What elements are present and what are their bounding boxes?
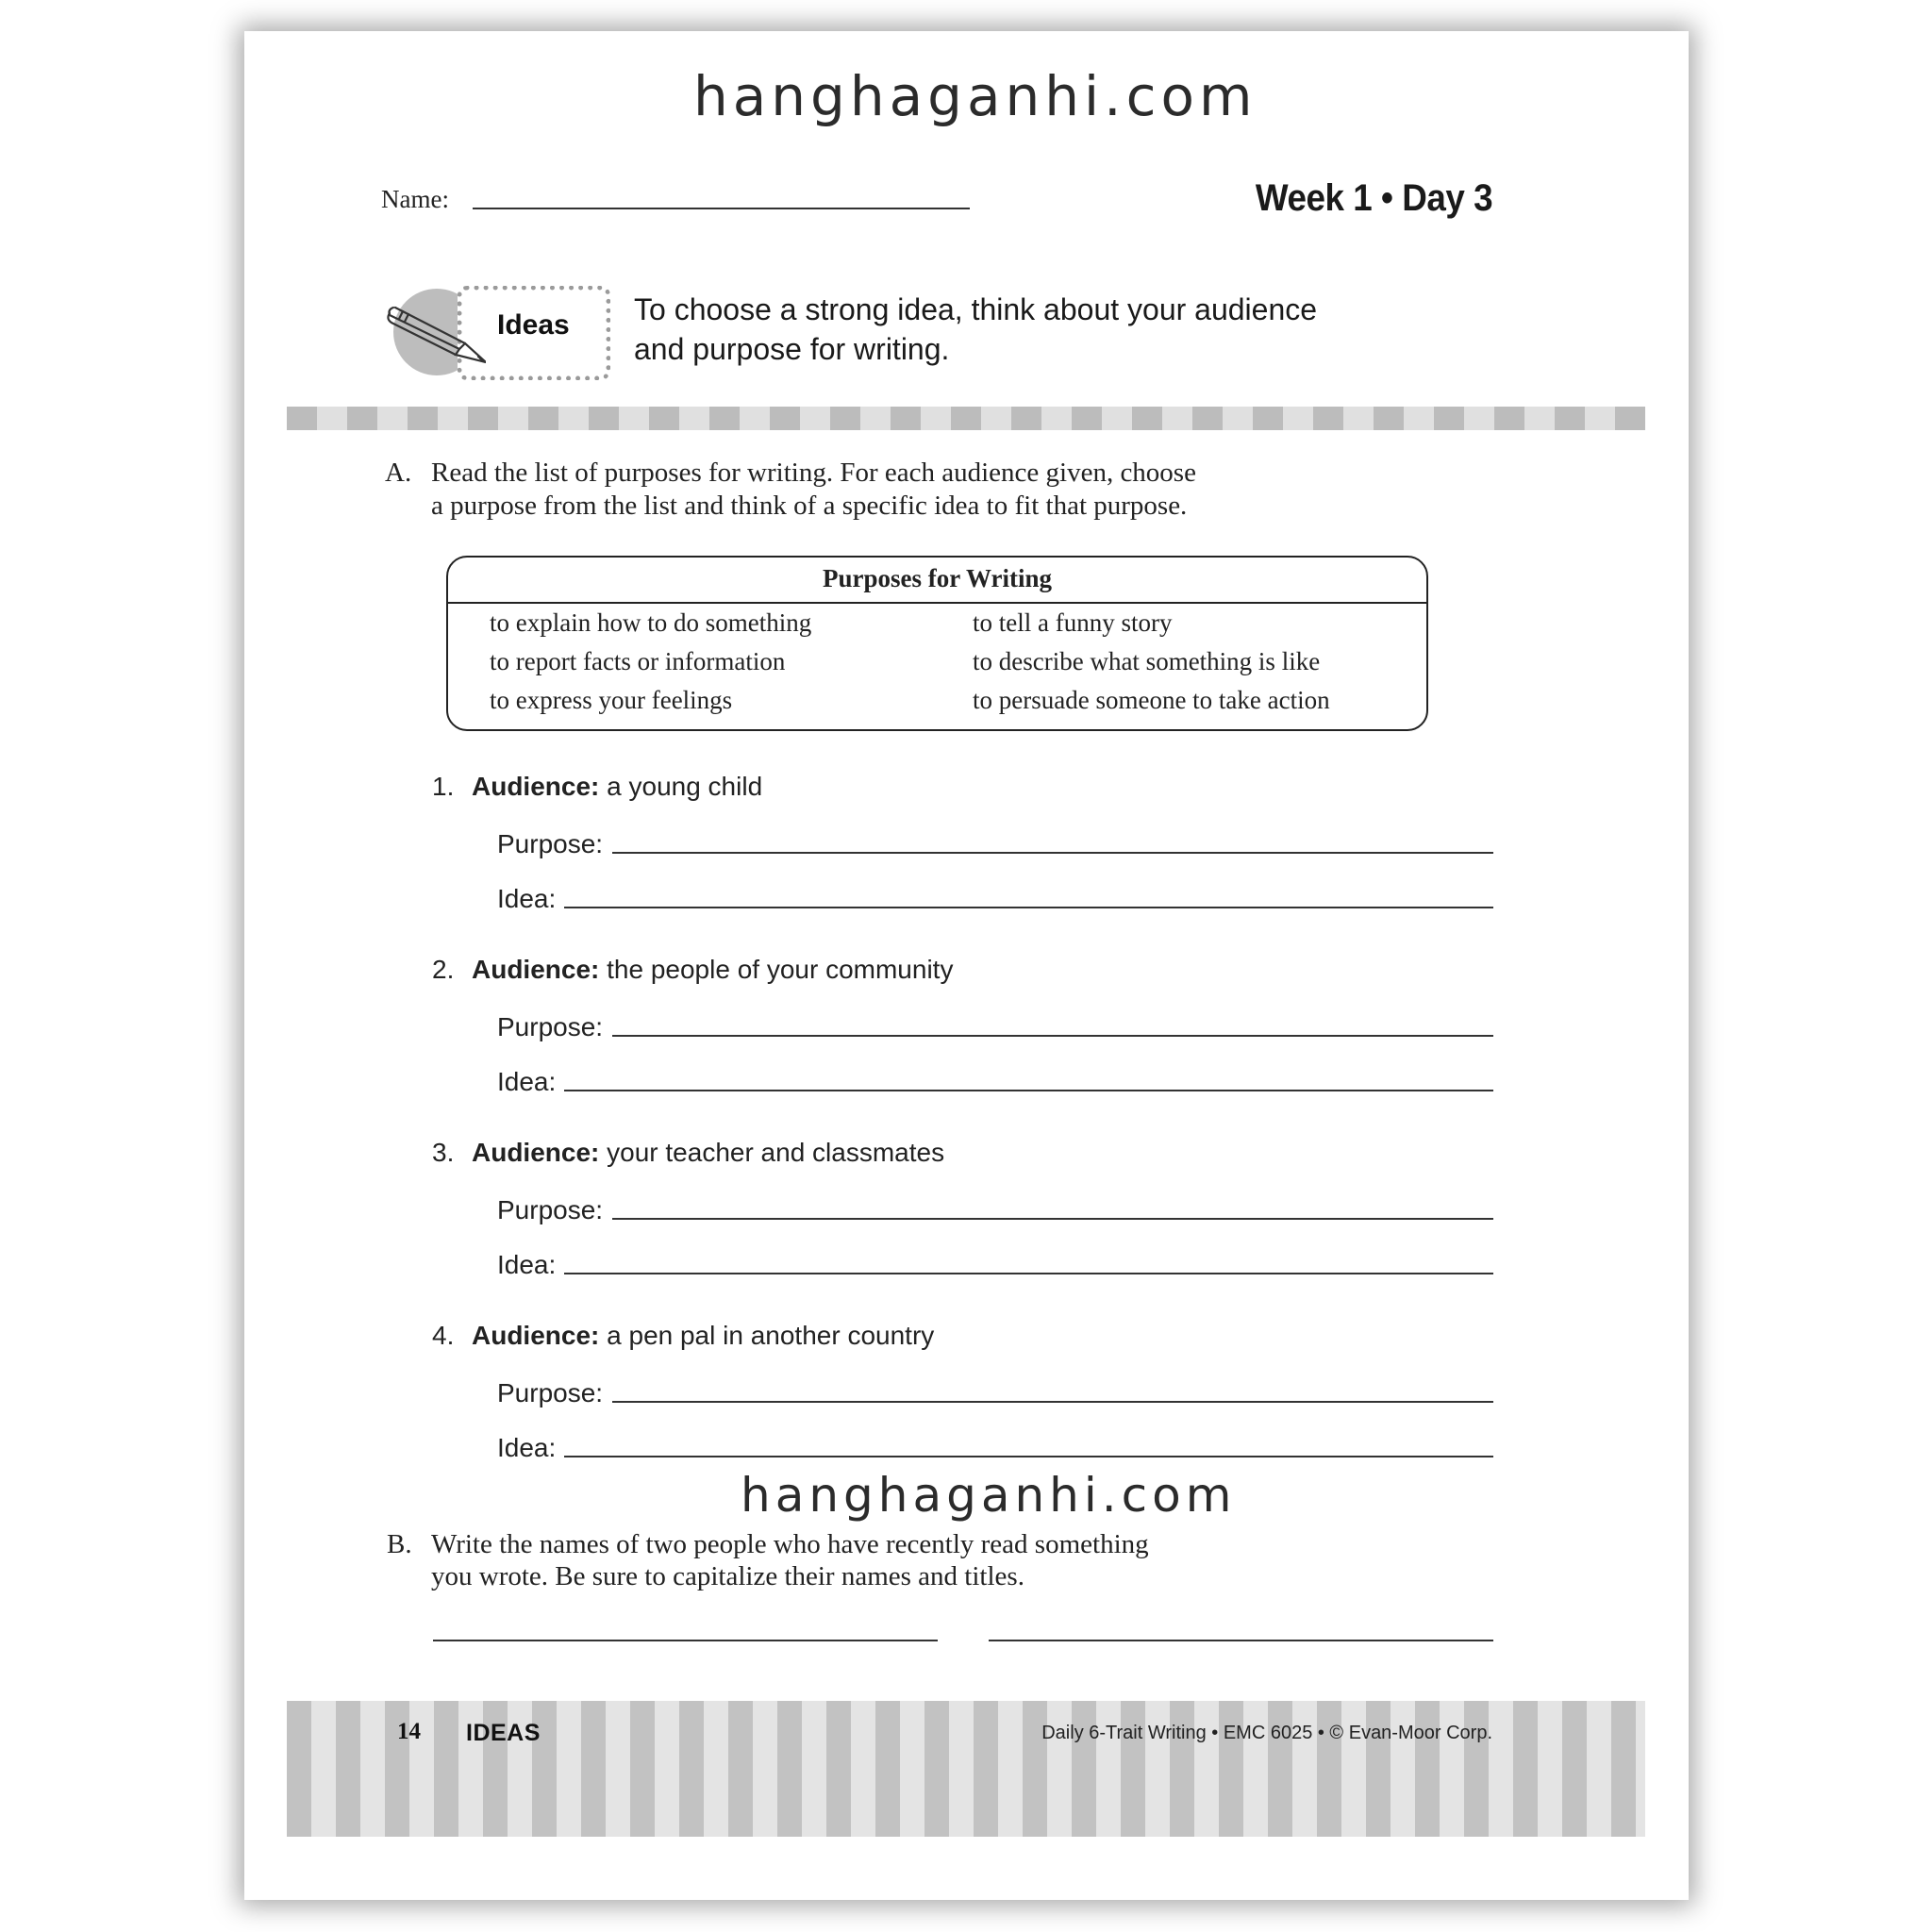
section-b-line-1: Write the names of two people who have recently read something xyxy=(431,1529,1149,1559)
purposes-title: Purposes for Writing xyxy=(448,558,1426,604)
ideas-badge xyxy=(382,281,608,379)
section-a-line-2: a purpose from the list and think of a specific idea to fit that purpose. xyxy=(431,491,1188,521)
section-b-letter: B. xyxy=(387,1529,412,1559)
item-number: 2. xyxy=(432,955,455,984)
purposes-box xyxy=(446,556,1428,731)
idea-label: Idea: xyxy=(497,1067,557,1096)
idea-label: Idea: xyxy=(497,1250,557,1279)
trait-tip-line-1: To choose a strong idea, think about your audience xyxy=(634,292,1318,326)
audience-value: your teacher and classmates xyxy=(607,1138,945,1167)
idea-answer-line[interactable] xyxy=(564,1090,1493,1091)
purpose-answer-line[interactable] xyxy=(612,852,1493,854)
name-label: Name: xyxy=(381,185,449,213)
purpose-label: Purpose: xyxy=(497,1012,604,1041)
section-b-line-2: you wrote. Be sure to capitalize their names and titles. xyxy=(431,1561,1024,1591)
purpose-label: Purpose: xyxy=(497,1378,604,1407)
trait-tip xyxy=(634,290,1317,369)
idea-answer-line[interactable] xyxy=(564,1456,1493,1457)
idea-answer-line[interactable] xyxy=(564,1273,1493,1274)
purpose-item: to report facts or information xyxy=(490,647,786,675)
audience-label: Audience: xyxy=(472,955,600,984)
section-a-line-1: Read the list of purposes for writing. For each audience given, choose xyxy=(431,458,1196,488)
idea-label: Idea: xyxy=(497,884,557,913)
purpose-answer-line[interactable] xyxy=(612,1035,1493,1037)
purpose-item: to express your feelings xyxy=(490,686,733,714)
watermark-middle: hanghaganhi.com xyxy=(741,1468,1237,1523)
week-day-heading: Week 1 • Day 3 xyxy=(1255,177,1492,219)
item-number: 4. xyxy=(432,1321,455,1350)
page-number: 14 xyxy=(397,1719,421,1744)
purpose-item: to describe what something is like xyxy=(973,647,1321,675)
idea-label: Idea: xyxy=(497,1433,557,1462)
name-answer-line-2[interactable] xyxy=(989,1640,1493,1641)
trait-tip-line-2: and purpose for writing. xyxy=(634,332,950,366)
purpose-label: Purpose: xyxy=(497,1195,604,1224)
audience-value: a young child xyxy=(607,772,763,801)
purpose-item: to explain how to do something xyxy=(490,608,812,637)
name-answer-line-1[interactable] xyxy=(433,1640,938,1641)
audience-value: the people of your community xyxy=(607,955,954,984)
badge-label: Ideas xyxy=(497,309,570,341)
purpose-answer-line[interactable] xyxy=(612,1401,1493,1403)
purpose-label: Purpose: xyxy=(497,829,604,858)
item-number: 3. xyxy=(432,1138,455,1167)
idea-answer-line[interactable] xyxy=(564,907,1493,908)
footer-section-label: IDEAS xyxy=(466,1720,541,1746)
section-a-letter: A. xyxy=(385,458,412,488)
watermark-top: hanghaganhi.com xyxy=(693,64,1257,128)
name-line xyxy=(473,208,970,209)
item-number: 1. xyxy=(432,772,455,801)
purpose-item: to persuade someone to take action xyxy=(973,686,1330,714)
audience-value: a pen pal in another country xyxy=(607,1321,935,1350)
audience-label: Audience: xyxy=(472,1138,600,1167)
purpose-item: to tell a funny story xyxy=(973,608,1173,637)
pencil-icon xyxy=(382,300,486,366)
header-stripe-divider xyxy=(287,407,1645,430)
purpose-answer-line[interactable] xyxy=(612,1218,1493,1220)
footer-credit: Daily 6-Trait Writing • EMC 6025 • © Evan-Moor Corp. xyxy=(1041,1723,1492,1743)
audience-label: Audience: xyxy=(472,772,600,801)
audience-label: Audience: xyxy=(472,1321,600,1350)
